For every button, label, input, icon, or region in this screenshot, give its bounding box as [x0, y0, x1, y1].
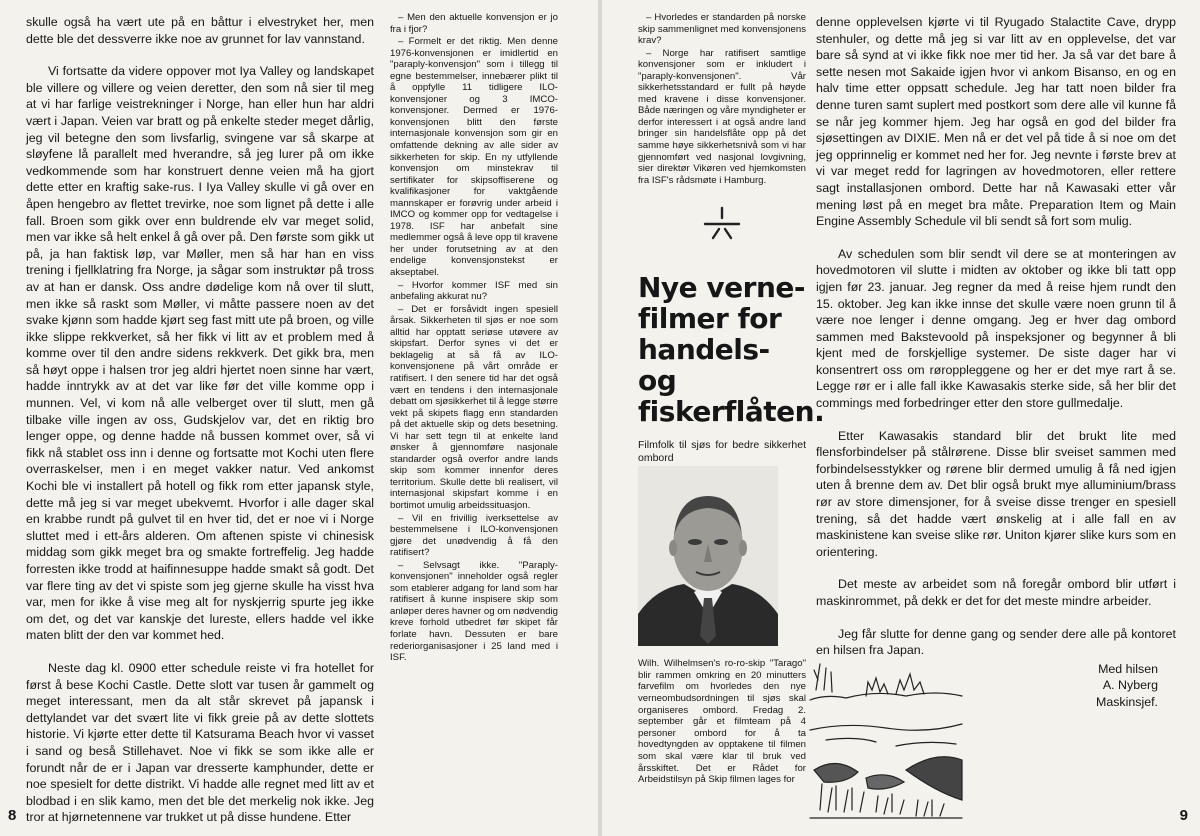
signature-line: A. Nyberg [1102, 678, 1158, 693]
article-headline: Nye verne-filmer for handels- og fiskerflåten. [638, 271, 825, 429]
paragraph: – Det er forsåvidt ingen spesiell årsak. Sikkerheten til sjøs er noe som alltid har opptatt seriøse utøvere av skipsfart. Derfor synes vi det er beklagelig at så få av ILO-konvensjonene på vårt område er ratifisert. I den senere tid har det også vært en tendens i den internasjonale debatt om sjøsikkerhet til å legge større vekt på skipets flagg enn standarden på det aktuelle skip og dets besetning. Vi har sett tegn til at enkelte land ønsker å gjennomføre nasjonale standarder også overfor andre lands skip som kommer innenfor deres territorium. Skulle dette bli realisert, vil internasjonal skipsfart komme i en bortimot umulig arbeidssituasjon. [390, 303, 558, 511]
signature-line: Med hilsen [1098, 661, 1158, 676]
left-page [0, 0, 598, 836]
page-number: 9 [1179, 807, 1188, 824]
paragraph: Av schedulen som blir sendt vil dere se at monteringen av hovedmotoren vil slutte i midten av oktober og ikke bli tatt opp igjen før 23. januar. Jeg regner da med å reise hjem rundt den 15. oktober. Jeg kan ikke innse det skulle være noen grunn til å være noe lenger i denne omgang. Jeg er hver dag ombord sammen med Bakstevoold på inspeksjoner og begynner å bli kjent med de forskjellige systemer. De siste dager har vi konsentrert oss om røroppleggene og her er det mye rart å se. Legge rør er i alle fall ikke Kawasakis sterke side, så her blir det commings med forbedringer etter den store gullmedalje. [816, 246, 1176, 411]
paragraph: denne opplevelsen kjørte vi til Ryugado Stalactite Cave, drypp stenhuler, og dette må jeg si var litt av en opplevelse, det var bare så synd at vi ikke fikk noe mer tid her. Ja så var det bare å sette nesen mot Sakaide igjen hvor vi ankom Bisanso, en og en halv time etter oppsatt schedule. Jeg har tatt noen bilder fra denne turen samt suplert med postkort som dere alle vil kunne få se når jeg kommer hjem. Jeg har også en god del bilder fra sjøsettingen av DIXIE. Men nå er det vel på tide å si noe om det jeg opprinnelig er kommet ned her for. Jeg nevnte i første brev at vi var meget redd for lagringen av hovedmotoren, eller rettere sagt installasjonen ombord. Dette har nå Kawasaki etter vår mening løst på en meget bra måte. Preparation Item og Main Engine Assembly Schedule vil bli sendt så fort som mulig. [816, 15, 1176, 229]
paragraph: – Hvorledes er standarden på norske skip sammenlignet med konvensjonens krav? [638, 12, 806, 47]
paragraph: – Hvorfor kommer ISF med sin anbefaling akkurat nu? [390, 279, 558, 303]
right-text-column-1 [638, 12, 825, 787]
right-text-column-2 [816, 14, 1176, 711]
paragraph: – Men den aktuelle konvensjon er jo fra i fjor? [390, 12, 558, 35]
article-deck: Filmfolk til sjøs for bedre sikkerhet ombord [638, 439, 806, 465]
landscape-sketch-illustration [806, 660, 966, 820]
asterisk-ornament-icon [697, 204, 747, 244]
portrait-photo [638, 466, 778, 646]
paragraph: Det meste av arbeidet som nå foregår ombord blir utført i maskinrommet, på dekk er det for det meste mindre arbeider. [816, 577, 1176, 608]
paragraph: Neste dag kl. 0900 etter schedule reiste vi fra hotellet for først å bese Kochi Castle. Dette slott var tusen år gammelt og meget interessant, men da alt står skrevet på japansk i dettylandet var det svært lite vi fikk greie på av dette slottets historie. Vi kjørte etter dette til Katsurama Beach hvor vi vasset i sand og beså Stillehavet. Noe vi fikk se som ikke alle er forundt når de er i Japan var dresserte kamphunder, dette er noe spesielt for dette distrikt. Vi hadde alle regnet med litt av et blodbad i en slik kamo, men det ble det merkelig nok ikke. Jeg tror at hjørnetennene var trukket ut på disse hundene. Etter [26, 660, 374, 825]
left-text-column-1 [26, 14, 374, 826]
paragraph: – Selvsagt ikke. "Paraply-konvensjonen" inneholder også regler som etablerer adgang for land som har ratifisert å kunne inspisere skip som anløper deres havner og om nødvendig kreve forhold utbedret før skipet får forlate havn. Dessuten er bare rederiorganisasjoner i 25 land med i ISF. [390, 559, 558, 664]
page-number: 8 [8, 807, 17, 824]
paragraph: – Vil en frivillig iverksettelse av bestemmelsene i ILO-konvensjonen gjøre det unødvendig å få den ratifisert? [390, 512, 558, 559]
paragraph: Etter Kawasakis standard blir det brukt lite med flensforbindelser på stålrørene. Disse blir sveiset sammen med forbindelsesstykker og rørene blir dermed umulig å få ned igjen uten å brenne dem av. Det blir også brukt mye alluminium/brass rør av store dimensjoner, for å sveise disse trenger en spesiell trening, så det hadde vært ønskelig at i alle fall en av maskinistene kan sveise slike rør. Uniton kjører slike kurs som en orientering. [816, 428, 1176, 559]
paragraph: skulle også ha vært ute på en båttur i elvestryket her, men dette ble det dessverre ikke noe av grunnet for lav vannstand. [26, 15, 374, 46]
paragraph: – Norge har ratifisert samtlige konvensjoner som er inkludert i "paraply-konvensjonen". Vår sikkerhetsstandard er fullt på høyde med kravene i disse konvensjoner. Både næringen og våre myndigheter er derfor interessert i at også andre land bringer sin handelsflåte opp på det samme høye sikkerhetsnivå som vi har gjennomført ved nasjonal lovgivning, sier direktør Vikøren ved hjemkomsten fra ISF's rådsmøte i Hamburg. [638, 47, 806, 186]
photo-caption: Wilh. Wilhelmsen's ro-ro-skip "Tarago" blir rammen omkring en 20 minutters farvefilm om hvorledes den nye verneombudsordningen til sjøs skal organiseres ombord. Fredag 2. september går et filmteam på 4 personer ombord for å ta hovedtyngden av opptakene til filmen som skal være klar til bruk ved årsskiftet. Det er Rådet for Arbeidstilsyn på Skip filmen lages for [638, 658, 806, 786]
paragraph: Vi fortsatte da videre oppover mot Iya Valley og landskapet ble villere og villere og veien deretter, den som nå sier til meg at vi har farlige veistrekninger i Norge, han eller hun har aldri vært i Japan. Veien var bratt og på enkelte steder meget dårlig, jeg vil betegne den som livsfarlig, svingene var så skarpe at sløyfene lå parallelt med hverandre, så jeg lurer på om ikke vedkommende som har konstruert denne veien må ha gjort dette etter en kraftig sake-rus. I Iya Valley skulle vi gå over en åpen hengebro av flettet trevirke, noe som lignet på dette i alle fall. Broen som gikk over enn buldrende elv var meget solid, men var ikke så helt enkel å gå over på. Den første som gikk ut på, ja han faktisk løp, var Møller, men så har han en viss trening i fjellklatring fra Norge, ja sågar som instruktør på tross av at han er dansk. Oss andre dødelige kom nå over til slutt, men ikke så raskt som Møller, vi måtte passere noen av det svake kjønn som hadde kjørt seg fast mitt ute på broen, og ville ikke slippe rekkverket, så her fikk vi litt av et problem med å komme over til den andre sidens rekkverk. Det gikk bra, men så høyt oppe i halsen tror jeg aldri hjertet noen sinne har vært, hadde inntrykk av at det var like før det ville komme opp i munnen. Vel, vi kom nå alle velberget over til slutt, men gå tilbake ville ingen av oss, Gudskjelov var, det en riktig bro lenger oppe, og denne hadde nå bussen kommet over, så vi fikk nå stablet oss inn i denne og fortsatte mot Kochi uten flere overraskelser, men i en meget vakker natur. Ved ankomst Kochi ble vi installert på hotell og fikk rom etter japansk style, dette må jeg si var meget ubekvemt. Hvorfor i alle dager skal en krabbe rundt på gulvet til en hver tid, det er noe vi i Norge sluttet med i ett-års alderen. Om aftenen spiste vi chinesisk middag som gikk meget bra og smakte fortreffelig. Jeg hadde forresten ikke trodd at haifinnesuppe hadde smakt så godt. Det var flere ting av det vi spiste som jeg gjerne skulle ha visst hva var, men for ikke å vise meg alt for nyskjerrig spurte jeg ikke om det, og det var kanskje det lureste, ellers hadde vel ikke maten blitt der den var kommet hed. [26, 64, 374, 643]
paragraph: – Formelt er det riktig. Men denne 1976-konvensjonen er imidlertid en "paraply-konvensjon" som i tillegg til egne bestemmelser, innebærer plikt til å oppfylle 11 tidligere ILO-konvensjoner og 3 IMCO-konvensjoner. Dermed er 1976-konvensjonen blitt den første internasjonale konvensjon som gir en omfattende dekning av alle sider av sikkerheten for skip. En ny utfyllende konvensjon om minstekrav til sertifikater for skipsoffiserene og kvalifikasjoner for vaktgående mannskaper er forøvrig under arbeid i IMCO og kommer opp for vedtagelse i 1978. ISF har anbefalt sine medlemmer også å leve opp til kravene her under forutsetning av at den endelige konvensjonstekst er akseptabel. [390, 36, 558, 279]
left-text-column-2 [390, 12, 558, 665]
signature-line: Maskinsjef. [1096, 694, 1158, 709]
paragraph: Jeg får slutte for denne gang og sender dere alle på kontoret en hilsen fra Japan. [816, 626, 1176, 658]
